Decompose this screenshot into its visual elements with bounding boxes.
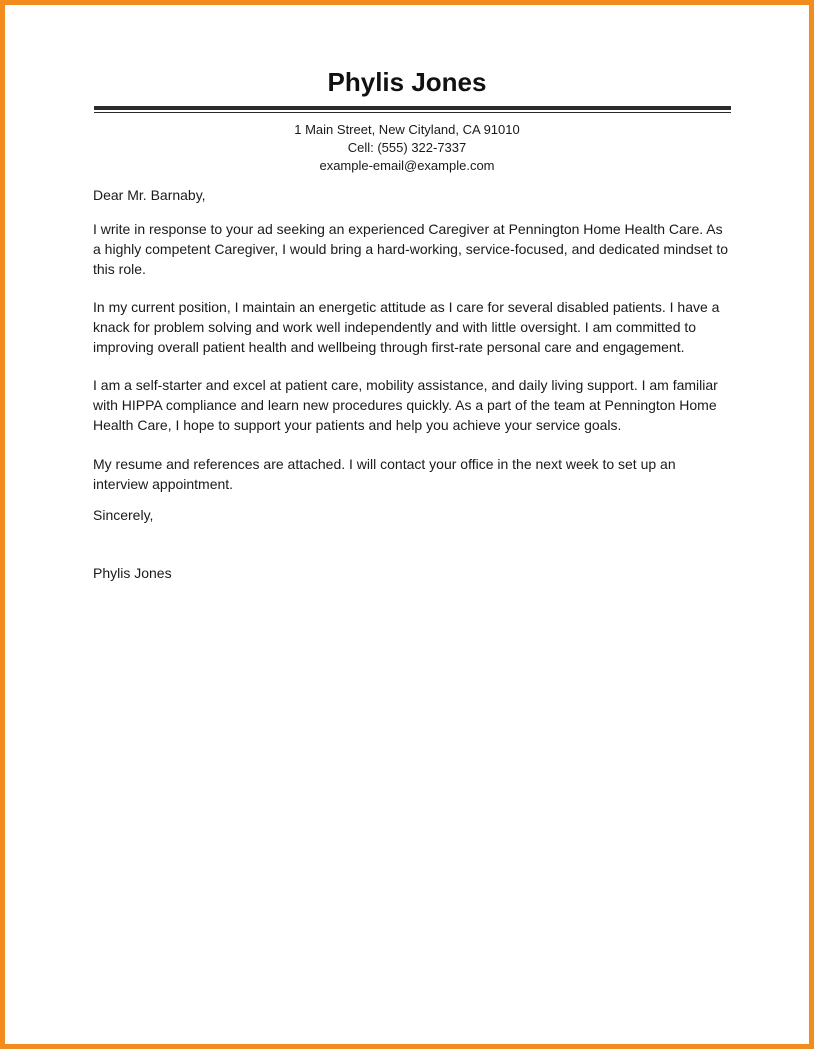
paragraph-2: In my current position, I maintain an energetic attitude as I care for several disabled patients. I have a knack for problem solving and work well independently and with little oversight. I am committed to improving overall patient health and wellbeing through first-rate personal care and engagement. [93, 299, 720, 355]
closing: Sincerely, [93, 507, 154, 523]
applicant-name: Phylis Jones [327, 67, 487, 97]
contact-address: 1 Main Street, New Cityland, CA 91010 [294, 122, 520, 137]
contact-block [5, 121, 809, 175]
paragraph-4: My resume and references are attached. I will contact your office in the next week to set up an interview appointment. [93, 456, 676, 492]
contact-email: example-email@example.com [319, 158, 495, 173]
salutation: Dear Mr. Barnaby, [93, 187, 206, 203]
paragraph-1: I write in response to your ad seeking an experienced Caregiver at Pennington Home Health Care. As a highly competent Caregiver, I would bring a hard-working, service-focused, and dedicated mindset to this role. [93, 221, 729, 277]
paragraph-3: I am a self-starter and excel at patient care, mobility assistance, and daily living support. I am familiar with HIPPA compliance and learn new procedures quickly. As a part of the team at Pennington Home Health Care, I hope to support your patients and help you achieve your service goals. [93, 377, 718, 433]
header-rule-thick [94, 106, 731, 110]
header-rule-thin [94, 112, 731, 113]
signature-name: Phylis Jones [93, 565, 172, 581]
contact-cell: Cell: (555) 322-7337 [347, 140, 467, 155]
